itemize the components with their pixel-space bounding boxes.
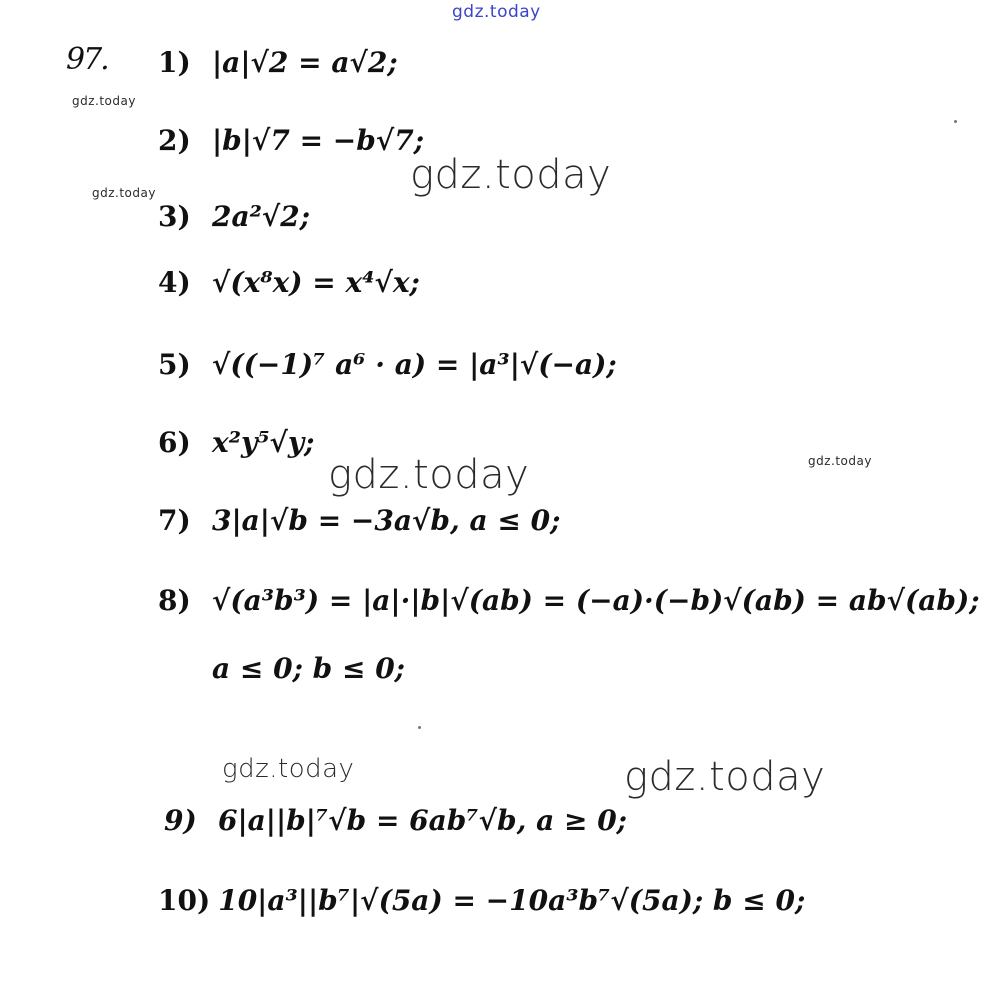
equation-1 bbox=[158, 46, 398, 79]
equation-expression: √(x⁸x) = x⁴√x; bbox=[212, 266, 420, 299]
watermark-small: gdz.today bbox=[72, 94, 136, 108]
equation-expression: 3|a|√b = −3a√b, a ≤ 0; bbox=[212, 504, 561, 537]
equation-number: 10) bbox=[158, 884, 211, 917]
equation-number: 6) bbox=[158, 426, 191, 459]
equation-number: 4) bbox=[158, 266, 191, 299]
speck bbox=[954, 120, 957, 123]
watermark-large: gdz.today bbox=[222, 754, 355, 784]
equation-number: 2) bbox=[158, 124, 191, 157]
equation-expression: √(a³b³) = |a|·|b|√(ab) = (−a)·(−b)√(ab) = ab√(ab); bbox=[212, 584, 980, 617]
equation-8-condition bbox=[212, 652, 405, 685]
equation-expression: |b|√7 = −b√7; bbox=[212, 124, 425, 157]
problem-number: 97. bbox=[66, 42, 108, 77]
watermark-small: gdz.today bbox=[92, 186, 156, 200]
equation-9 bbox=[164, 804, 627, 837]
equation-number: 9) bbox=[164, 804, 197, 837]
equation-number: 5) bbox=[158, 348, 191, 381]
equation-number: 1) bbox=[158, 46, 191, 79]
equation-expression: √((−1)⁷ a⁶ · a) = |a³|√(−a); bbox=[212, 348, 617, 381]
watermark-top: gdz.today bbox=[452, 2, 541, 22]
equation-number: 3) bbox=[158, 200, 191, 233]
watermark-large: gdz.today bbox=[410, 152, 612, 198]
equation-2 bbox=[158, 124, 424, 157]
equation-3 bbox=[158, 200, 310, 233]
equation-4 bbox=[158, 266, 420, 299]
equation-expression: 10|a³||b⁷|√(5a) = −10a³b⁷√(5a); b ≤ 0; bbox=[218, 884, 806, 917]
equation-expression: 2a²√2; bbox=[212, 200, 311, 233]
equation-7 bbox=[158, 504, 560, 537]
equation-expression: 6|a||b|⁷√b = 6ab⁷√b, a ≥ 0; bbox=[218, 804, 628, 837]
equation-expression: a ≤ 0; b ≤ 0; bbox=[212, 652, 406, 685]
equation-number: 8) bbox=[158, 584, 191, 617]
equation-expression: x²y⁵√y; bbox=[212, 426, 315, 459]
equation-number: 7) bbox=[158, 504, 191, 537]
equation-expression: |a|√2 = a√2; bbox=[212, 46, 398, 79]
watermark-large: gdz.today bbox=[328, 452, 530, 498]
watermark-large: gdz.today bbox=[624, 754, 826, 800]
equation-5 bbox=[158, 348, 617, 381]
watermark-small: gdz.today bbox=[808, 454, 872, 468]
equation-10 bbox=[158, 884, 805, 917]
equation-8 bbox=[158, 584, 980, 617]
equation-6 bbox=[158, 426, 315, 459]
speck bbox=[418, 726, 421, 729]
